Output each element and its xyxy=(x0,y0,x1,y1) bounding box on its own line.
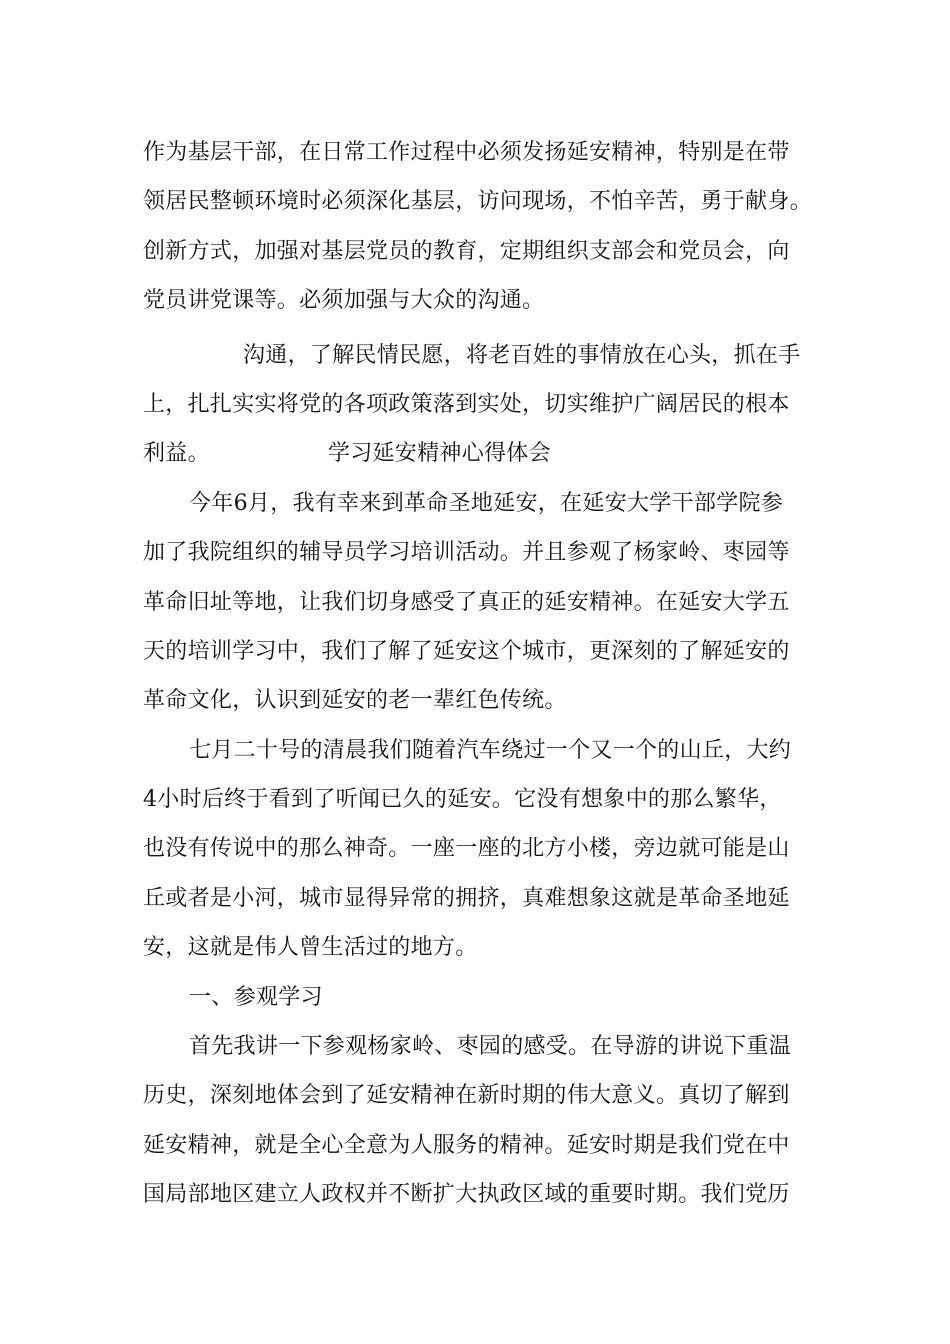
document-heading: 学习延安精神心得体会 xyxy=(327,441,551,467)
text-line: 首先我讲一下参观杨家岭、枣园的感受。在导游的讲说下重温 xyxy=(189,1034,792,1060)
text-line: 革命旧址等地，让我们切身感受了真正的延安精神。在延安大学五 xyxy=(143,589,790,615)
text-line: 历史，深刻地体会到了延安精神在新时期的伟大意义。真切了解到 xyxy=(143,1083,790,1109)
text-line: 革命文化，认识到延安的老一辈红色传统。 xyxy=(143,688,567,714)
text-line: 利益。 xyxy=(143,441,210,467)
text-line: 七月二十号的清晨我们随着汽车绕过一个又一个的山丘，大约 xyxy=(189,737,792,763)
text-line: 党员讲党课等。必须加强与大众的沟通。 xyxy=(143,288,545,314)
text-line: 天的培训学习中，我们了解了延安这个城市，更深刻的了解延安的 xyxy=(143,638,790,664)
text-line-with-heading xyxy=(143,429,818,478)
text-line: 丘或者是小河，城市显得异常的拥挤，真难想象这就是革命圣地延 xyxy=(143,885,790,911)
text-line: 上，扎扎实实将党的各项政策落到实处，切实维护广阔居民的根本 xyxy=(143,391,790,417)
text-line: 国局部地区建立人政权并不断扩大执政区域的重要时期。我们党历 xyxy=(143,1182,790,1208)
text-line: 创新方式，加强对基层党员的教育，定期组织支部会和党员会，向 xyxy=(143,238,790,264)
document-body xyxy=(143,128,818,1220)
text-line: 也没有传说中的那么神奇。一座一座的北方小楼，旁边就可能是山 xyxy=(143,836,790,862)
text-line: 今年6月，我有幸来到革命圣地延安，在延安大学干部学院参 xyxy=(189,490,784,516)
text-line: 沟通，了解民情民愿，将老百姓的事情放在心头，抓在手 xyxy=(243,342,801,368)
text-line: 作为基层干部，在日常工作过程中必须发扬延安精神，特别是在带 xyxy=(143,140,790,165)
text-line: 加了我院组织的辅导员学习培训活动。并且参观了杨家岭、枣园等 xyxy=(143,540,790,566)
text-line: 延安精神，就是全心全意为人服务的精神。延安时期是我们党在中 xyxy=(143,1132,790,1158)
section-title: 一、参观学习 xyxy=(189,984,323,1010)
text-line: 安，这就是伟人曾生活过的地方。 xyxy=(143,935,478,961)
text-line: 4小时后终于看到了听闻已久的延安。它没有想象中的那么繁华， xyxy=(143,787,782,813)
text-line: 领居民整顿环境时必须深化基层，访问现场，不怕辛苦，勇于献身。 xyxy=(143,189,813,215)
